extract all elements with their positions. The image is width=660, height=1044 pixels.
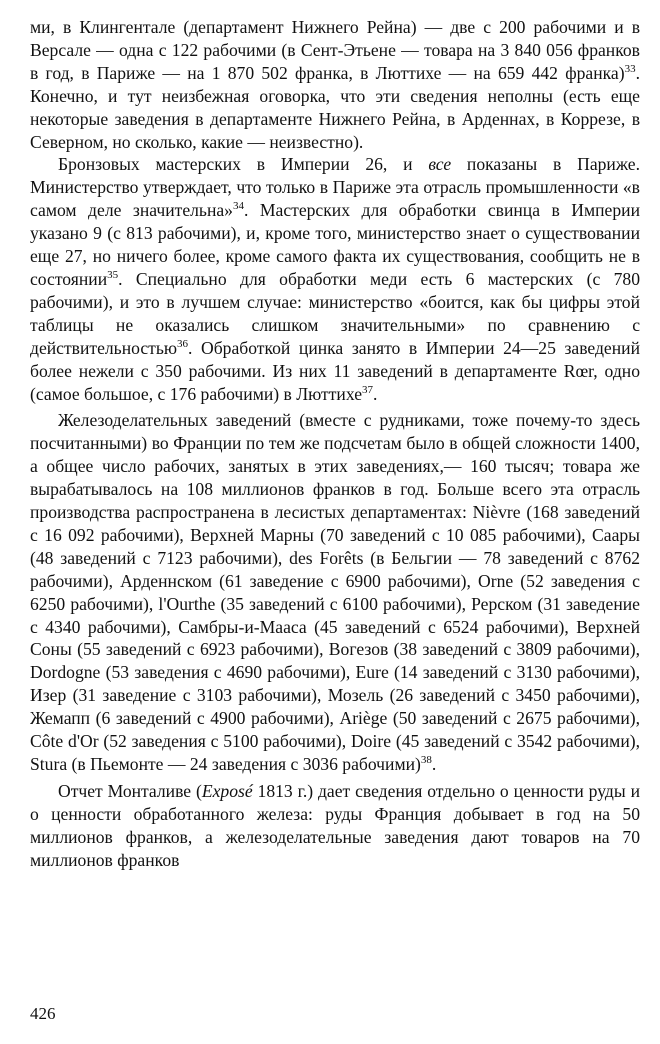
text-run: 1813 г.) дает сведения отдельно о ценности руды и о ценности обработанного железа: руды Франция добывает в год на 50 миллионов франков, а железоделательные заведения дают товаров на 70 миллионов франков <box>30 780 640 870</box>
paragraph-2 <box>30 153 640 405</box>
paragraph-4 <box>30 780 640 872</box>
footnote-ref: 36 <box>177 337 189 350</box>
footnote-ref: 35 <box>107 269 119 282</box>
text-run: показаны в Париже. Министерство утверждает, что только в Париже эта отрасль промышленности «в самом деле значительна» <box>30 154 640 221</box>
footnote-ref: 33 <box>624 62 636 75</box>
page-text <box>30 16 640 872</box>
footnote-ref: 38 <box>420 754 432 767</box>
emphasis-text: все <box>428 154 452 175</box>
text-run: Бронзовых мастерских в Империи 26, и <box>58 154 429 175</box>
text-run: Отчет Монталиве ( <box>58 780 202 801</box>
page-number: 426 <box>30 1004 56 1023</box>
text-run: . Специально для обработки меди есть 6 мастерских (с 780 рабочими), и это в лучшем случае: министерство «боится, как бы цифры этой таблицы не оказались слишком значительными» по сравнению с действительностью <box>30 268 640 358</box>
text-run: . Конечно, и тут неизбежная оговорка, что эти сведения неполны (есть еще некоторые заведения в департаменте Нижнего Рейна, в Арденнах, в Коррезе, в Северном, но сколько, какие — неизвестно). <box>30 62 640 152</box>
text-run: . Мастерских для обработки свинца в Империи указано 9 (с 813 рабочими), и, кроме того, министерство знает о существовании еще 27, но ничего более, кроме самого факта их существования, сообщить не в состоянии <box>30 200 640 289</box>
emphasis-text: Exposé <box>201 780 253 801</box>
text-run: Железоделательных заведений (вместе с рудниками, тоже почему-то здесь посчитанными) во Франции по тем же подсчетам было в общей сложности 1400, а общее число рабочих, занятых в этих заведениях,— 160 тысяч; товара же вырабатывалось на 108 миллионов франков в год. Больше всего эта отрасль производства распространена в лесистых департаментах: Nièvre (168 заведений с 16 092 рабочими), Верхней Марны (70 заведений с 10 085 рабочими), Саары (48 заведений с 7123 рабочими), des Forêts (в Бельгии — 78 заведений с 8762 рабочими), Арденнском (61 заведение с 6900 рабочими), Orne (52 заведения с 6250 рабочими), l'Ourthe (35 заведений с 6100 рабочими), Рерском (31 заведение с 4340 рабочими), Самбры-и-Мааса (45 заведений с 6524 рабочими), Верхней Соны (55 заведений с 6923 рабочими), Вогезов (38 заведений с 3809 рабочими), Dordogne (53 заведения с 4690 рабочими), Eure (14 заведений с 3130 рабочими), Изер (31 заведение с 3103 рабочими), Мозель (26 заведений с 3450 рабочими), Жемапп (6 заведений с 4900 рабочими), Ariège (50 заведений с 2675 рабочими), Côte d'Or (52 заведения с 5100 рабочими), Doire (45 заведений с 3542 рабочими), Stura (в Пьемонте — 24 заведения с 3036 рабочими) <box>30 410 640 774</box>
paragraph-3 <box>30 409 640 776</box>
footnote-ref: 37 <box>362 383 374 396</box>
footnote-ref: 34 <box>232 200 244 213</box>
text-run: . Обработкой цинка занято в Империи 24—25 заведений более нежели с 350 рабочими. Из них 11 заведений в департаменте Rœr, одно (самое большое, с 176 рабочими) в Люттихе <box>30 337 640 404</box>
text-run: . <box>431 754 437 774</box>
text-run: ми, в Клингентале (департамент Нижнего Рейна) — две с 200 рабочими и в Версале — одна с 122 рабочими (в Сент-Этьене — товара на 3 840 056 франков в год, в Париже — на 1 870 502 франка, в Люттихе — на 659 442 франка) <box>30 17 640 83</box>
paragraph-1 <box>30 16 640 153</box>
text-run: . <box>373 383 378 404</box>
